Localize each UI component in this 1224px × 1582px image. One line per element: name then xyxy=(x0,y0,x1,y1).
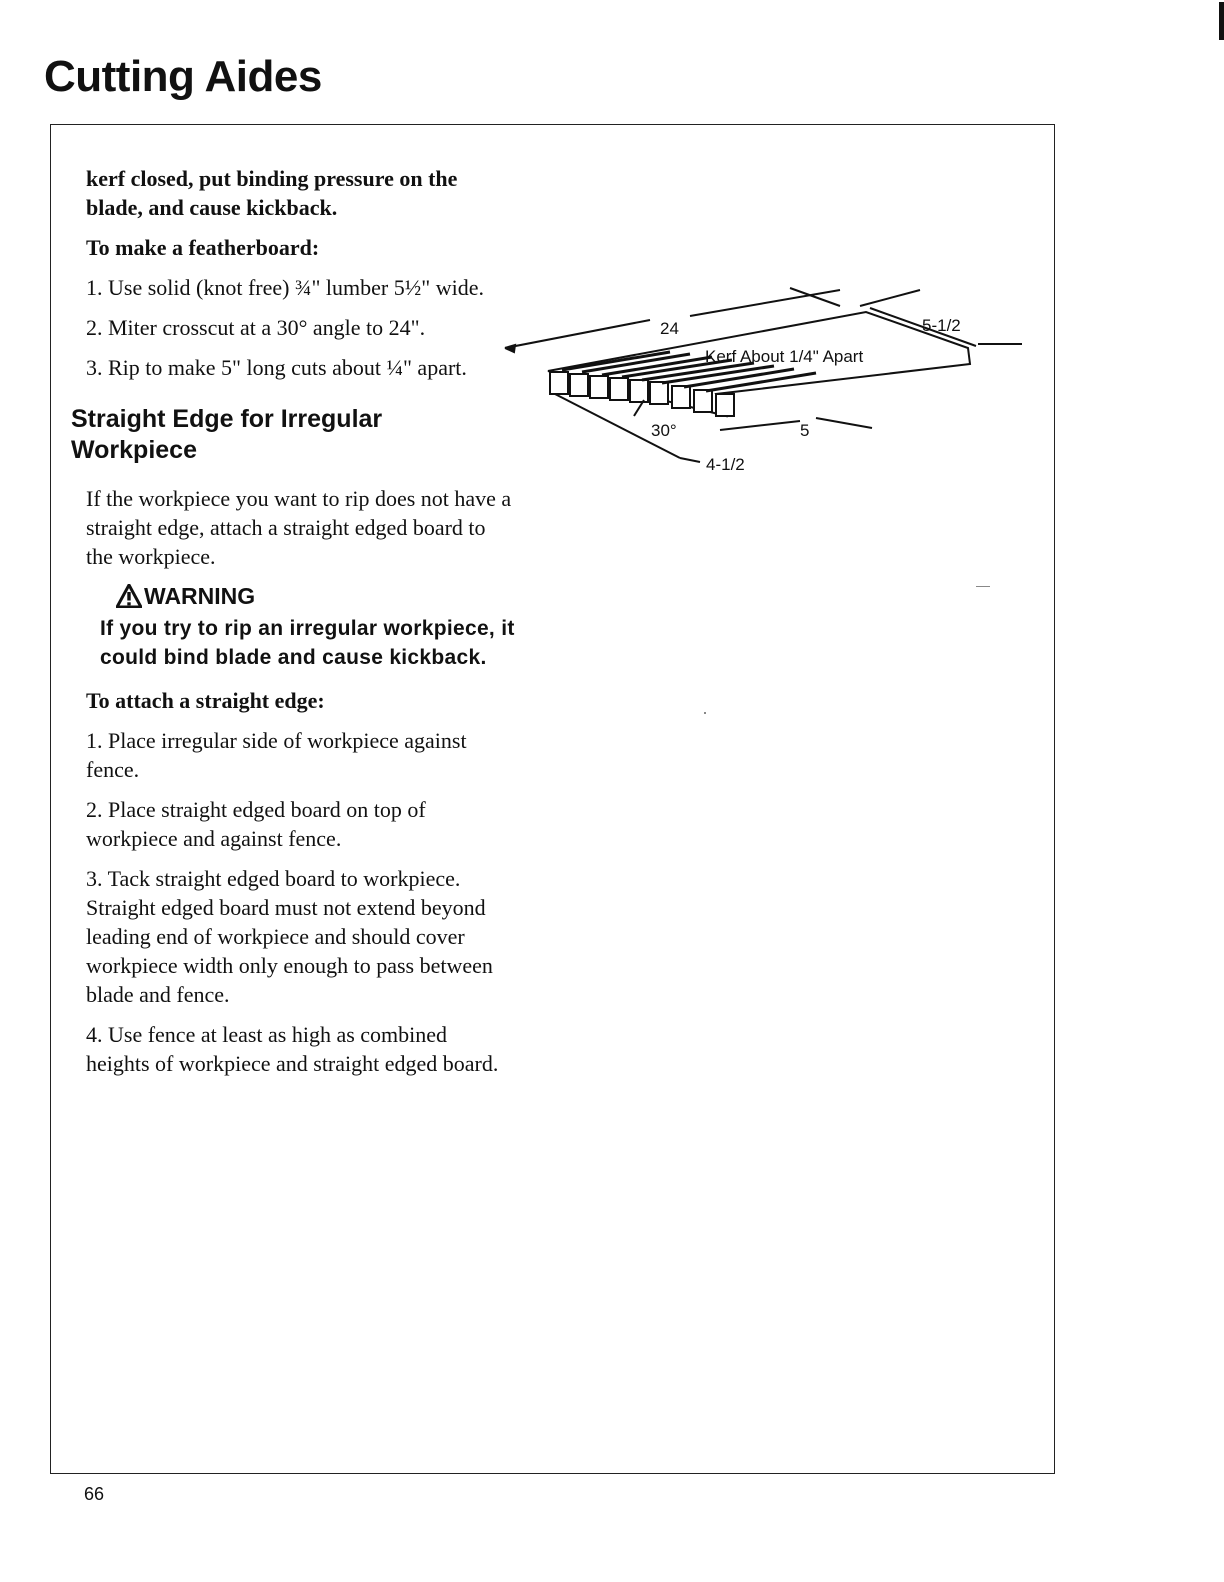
attach-heading: To attach a straight edge: xyxy=(86,688,325,713)
featherboard-step: 1. Use solid (knot free) ¾" lumber 5½" wide. xyxy=(86,275,484,300)
attach-step: 4. Use fence at least as high as combined heights of workpiece and straight edged board. xyxy=(86,1022,499,1076)
page-title: Cutting Aides xyxy=(44,52,322,101)
dim-length-label: 24 xyxy=(660,319,679,338)
section-heading-straight-edge: Straight Edge for Irregular Workpiece xyxy=(71,405,383,464)
featherboard-heading: To make a featherboard: xyxy=(86,235,320,260)
attach-step: 3. Tack straight edged board to workpiece. Straight edged board must not extend beyond leading end of workpiece and should cover workpiece width only enough to pass between blade and fence. xyxy=(86,866,493,1007)
warning-title: WARNING xyxy=(144,583,256,609)
featherboard-step: 3. Rip to make 5" long cuts about ¼" apart. xyxy=(86,355,467,380)
straight-edge-intro: If the workpiece you want to rip does not have a straight edge, attach a straight edged board to the workpiece. xyxy=(86,486,512,569)
warning-heading xyxy=(116,582,516,610)
scan-speck xyxy=(976,586,990,587)
featherboard-drawing xyxy=(500,276,1040,486)
angle-label: 30° xyxy=(651,421,677,440)
page-edge-mark xyxy=(1219,2,1224,40)
scan-speck xyxy=(704,712,706,714)
attach-step: 2. Place straight edged board on top of workpiece and against fence. xyxy=(86,797,426,851)
featherboard-diagram xyxy=(500,276,1040,486)
attach-step: 1. Place irregular side of workpiece against fence. xyxy=(86,728,467,782)
dim-offset-label: 4-1/2 xyxy=(706,455,745,474)
intro-continuation: kerf closed, put binding pressure on the blade, and cause kickback. xyxy=(86,166,458,220)
dim-width-label: 5-1/2 xyxy=(922,316,961,335)
warning-block xyxy=(100,582,516,672)
warning-icon xyxy=(116,584,142,608)
text-column xyxy=(71,164,516,1089)
dim-cut-label: 5 xyxy=(800,421,810,440)
kerf-label: Kerf About 1/4" Apart xyxy=(705,347,864,366)
page-number: 66 xyxy=(84,1484,105,1504)
warning-text: If you try to rip an irregular workpiece, it could bind blade and cause kickback. xyxy=(100,617,515,669)
featherboard-step: 2. Miter crosscut at a 30° angle to 24". xyxy=(86,315,426,340)
